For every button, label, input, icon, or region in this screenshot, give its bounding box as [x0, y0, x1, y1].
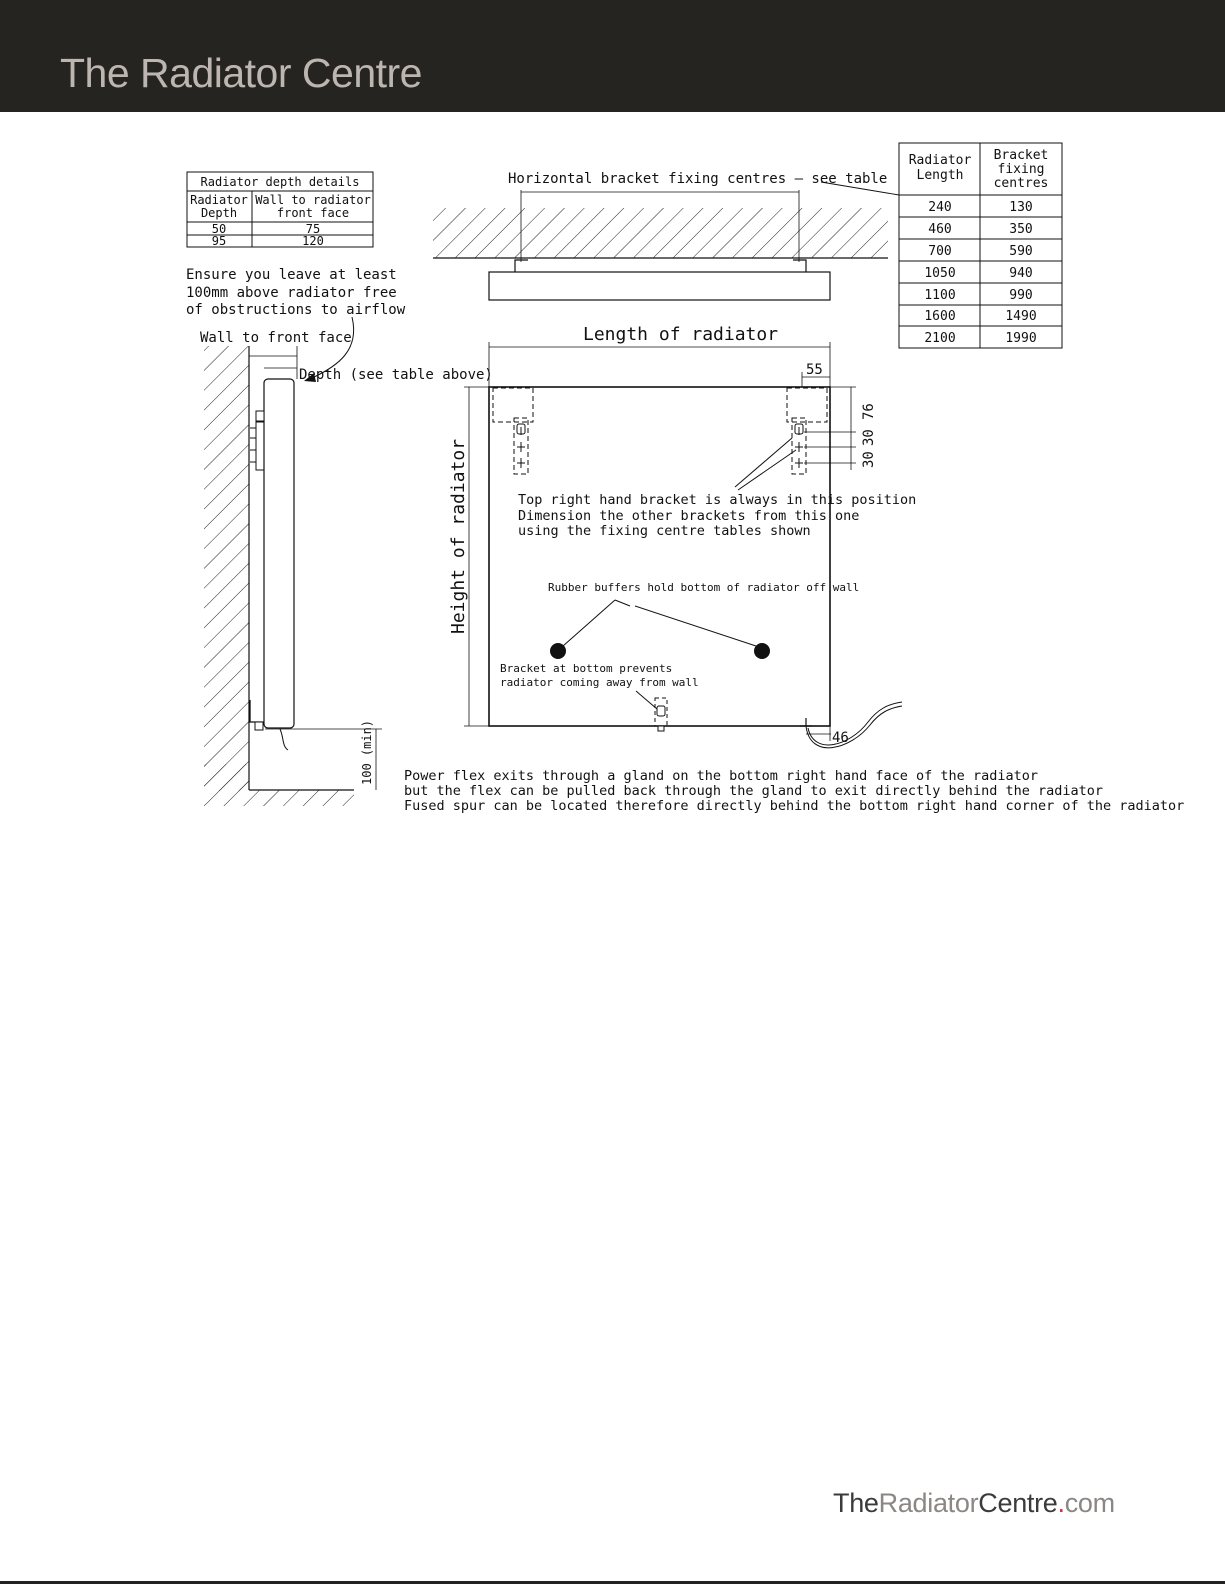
footer-brand: [833, 1488, 1115, 1518]
footer-brand-part: Radiator: [878, 1488, 979, 1518]
rubber-buffers-note: Rubber buffers hold bottom of radiator off wall: [548, 581, 860, 594]
depth-table-cell: 95: [211, 234, 227, 248]
dim-30-b: 30: [861, 451, 877, 468]
bracket-table-cell: 940: [1009, 266, 1033, 281]
depth-table-cell: 50: [211, 222, 227, 236]
rubber-buffer-right: [754, 643, 770, 659]
bracket-table-cell: 1990: [1005, 331, 1037, 346]
ensure-text-line1: Ensure you leave at least: [186, 267, 397, 283]
bracket-table-cell: 1050: [924, 266, 956, 281]
wall-to-front-label: Wall to front face: [200, 330, 352, 346]
depth-table-title: Radiator depth details: [200, 175, 360, 189]
plan-view: [433, 182, 899, 300]
bracket-table-col2-line1: Bracket: [993, 148, 1049, 163]
power-note-line3: Fused spur can be located therefore directly behind the bottom right hand corner of the radiator: [404, 798, 1185, 814]
bracket-table-cell: 1100: [924, 288, 956, 303]
ensure-text-line3: of obstructions to airflow: [186, 302, 406, 318]
dim-76: 76: [861, 403, 877, 420]
bracket-table-cell: 240: [928, 200, 952, 215]
top-right-note-line1: Top right hand bracket is always in this position: [518, 492, 917, 508]
depth-table-cell: 75: [305, 222, 321, 236]
side-view: [204, 317, 382, 806]
footer-brand-part: Centre: [978, 1488, 1058, 1518]
bracket-table-col2-line2: fixing: [997, 162, 1045, 177]
depth-table-col2-line1: Wall to radiator: [255, 193, 371, 207]
bracket-bottom-note-line1: Bracket at bottom prevents: [500, 662, 673, 675]
bracket-table-cell: 700: [928, 244, 952, 259]
bracket-table-cell: 1600: [924, 309, 956, 324]
dim-30-a: 30: [861, 429, 877, 446]
length-label: Length of radiator: [583, 324, 779, 345]
bracket-table-cell: 130: [1009, 200, 1033, 215]
dim-100-min: 100 (min): [360, 719, 374, 785]
depth-label: Depth (see table above): [299, 367, 493, 383]
ensure-text-line2: 100mm above radiator free: [186, 285, 397, 301]
horizontal-bracket-label: Horizontal bracket fixing centres — see table: [508, 171, 888, 187]
bracket-table-cell: 990: [1009, 288, 1033, 303]
brand-title: The Radiator Centre: [60, 50, 422, 96]
depth-table-col1-line2: Depth: [200, 206, 238, 220]
power-note-line2: but the flex can be pulled back through the gland to exit directly behind the radiator: [404, 783, 1103, 799]
bracket-bottom-note-line2: radiator coming away from wall: [500, 676, 699, 689]
depth-table-col2-line2: front face: [276, 206, 350, 220]
depth-table-col1-line1: Radiator: [190, 193, 248, 207]
dim-55: 55: [806, 362, 823, 378]
footer-divider: [0, 1581, 1225, 1584]
top-right-note-line3: using the fixing centre tables shown: [518, 523, 811, 539]
bracket-table-cell: 1490: [1005, 309, 1037, 324]
bracket-table-col2-line3: centres: [993, 176, 1049, 191]
bracket-table-col1-line1: Radiator: [908, 153, 972, 168]
depth-table-cell: 120: [302, 234, 324, 248]
footer-brand-part: The: [833, 1488, 879, 1518]
footer-brand-part: com: [1064, 1488, 1115, 1518]
footer-brand-dot: .: [1057, 1488, 1065, 1518]
bracket-table-cell: 590: [1009, 244, 1033, 259]
bracket-table-cell: 2100: [924, 331, 956, 346]
bracket-table-cell: 350: [1009, 222, 1033, 237]
height-label: Height of radiator: [448, 438, 469, 634]
dim-46: 46: [832, 730, 849, 746]
bracket-table-col1-line2: Length: [916, 168, 964, 183]
bracket-table-cell: 460: [928, 222, 952, 237]
power-note-line1: Power flex exits through a gland on the bottom right hand face of the radiator: [404, 768, 1038, 784]
top-right-note-line2: Dimension the other brackets from this one: [518, 508, 860, 524]
